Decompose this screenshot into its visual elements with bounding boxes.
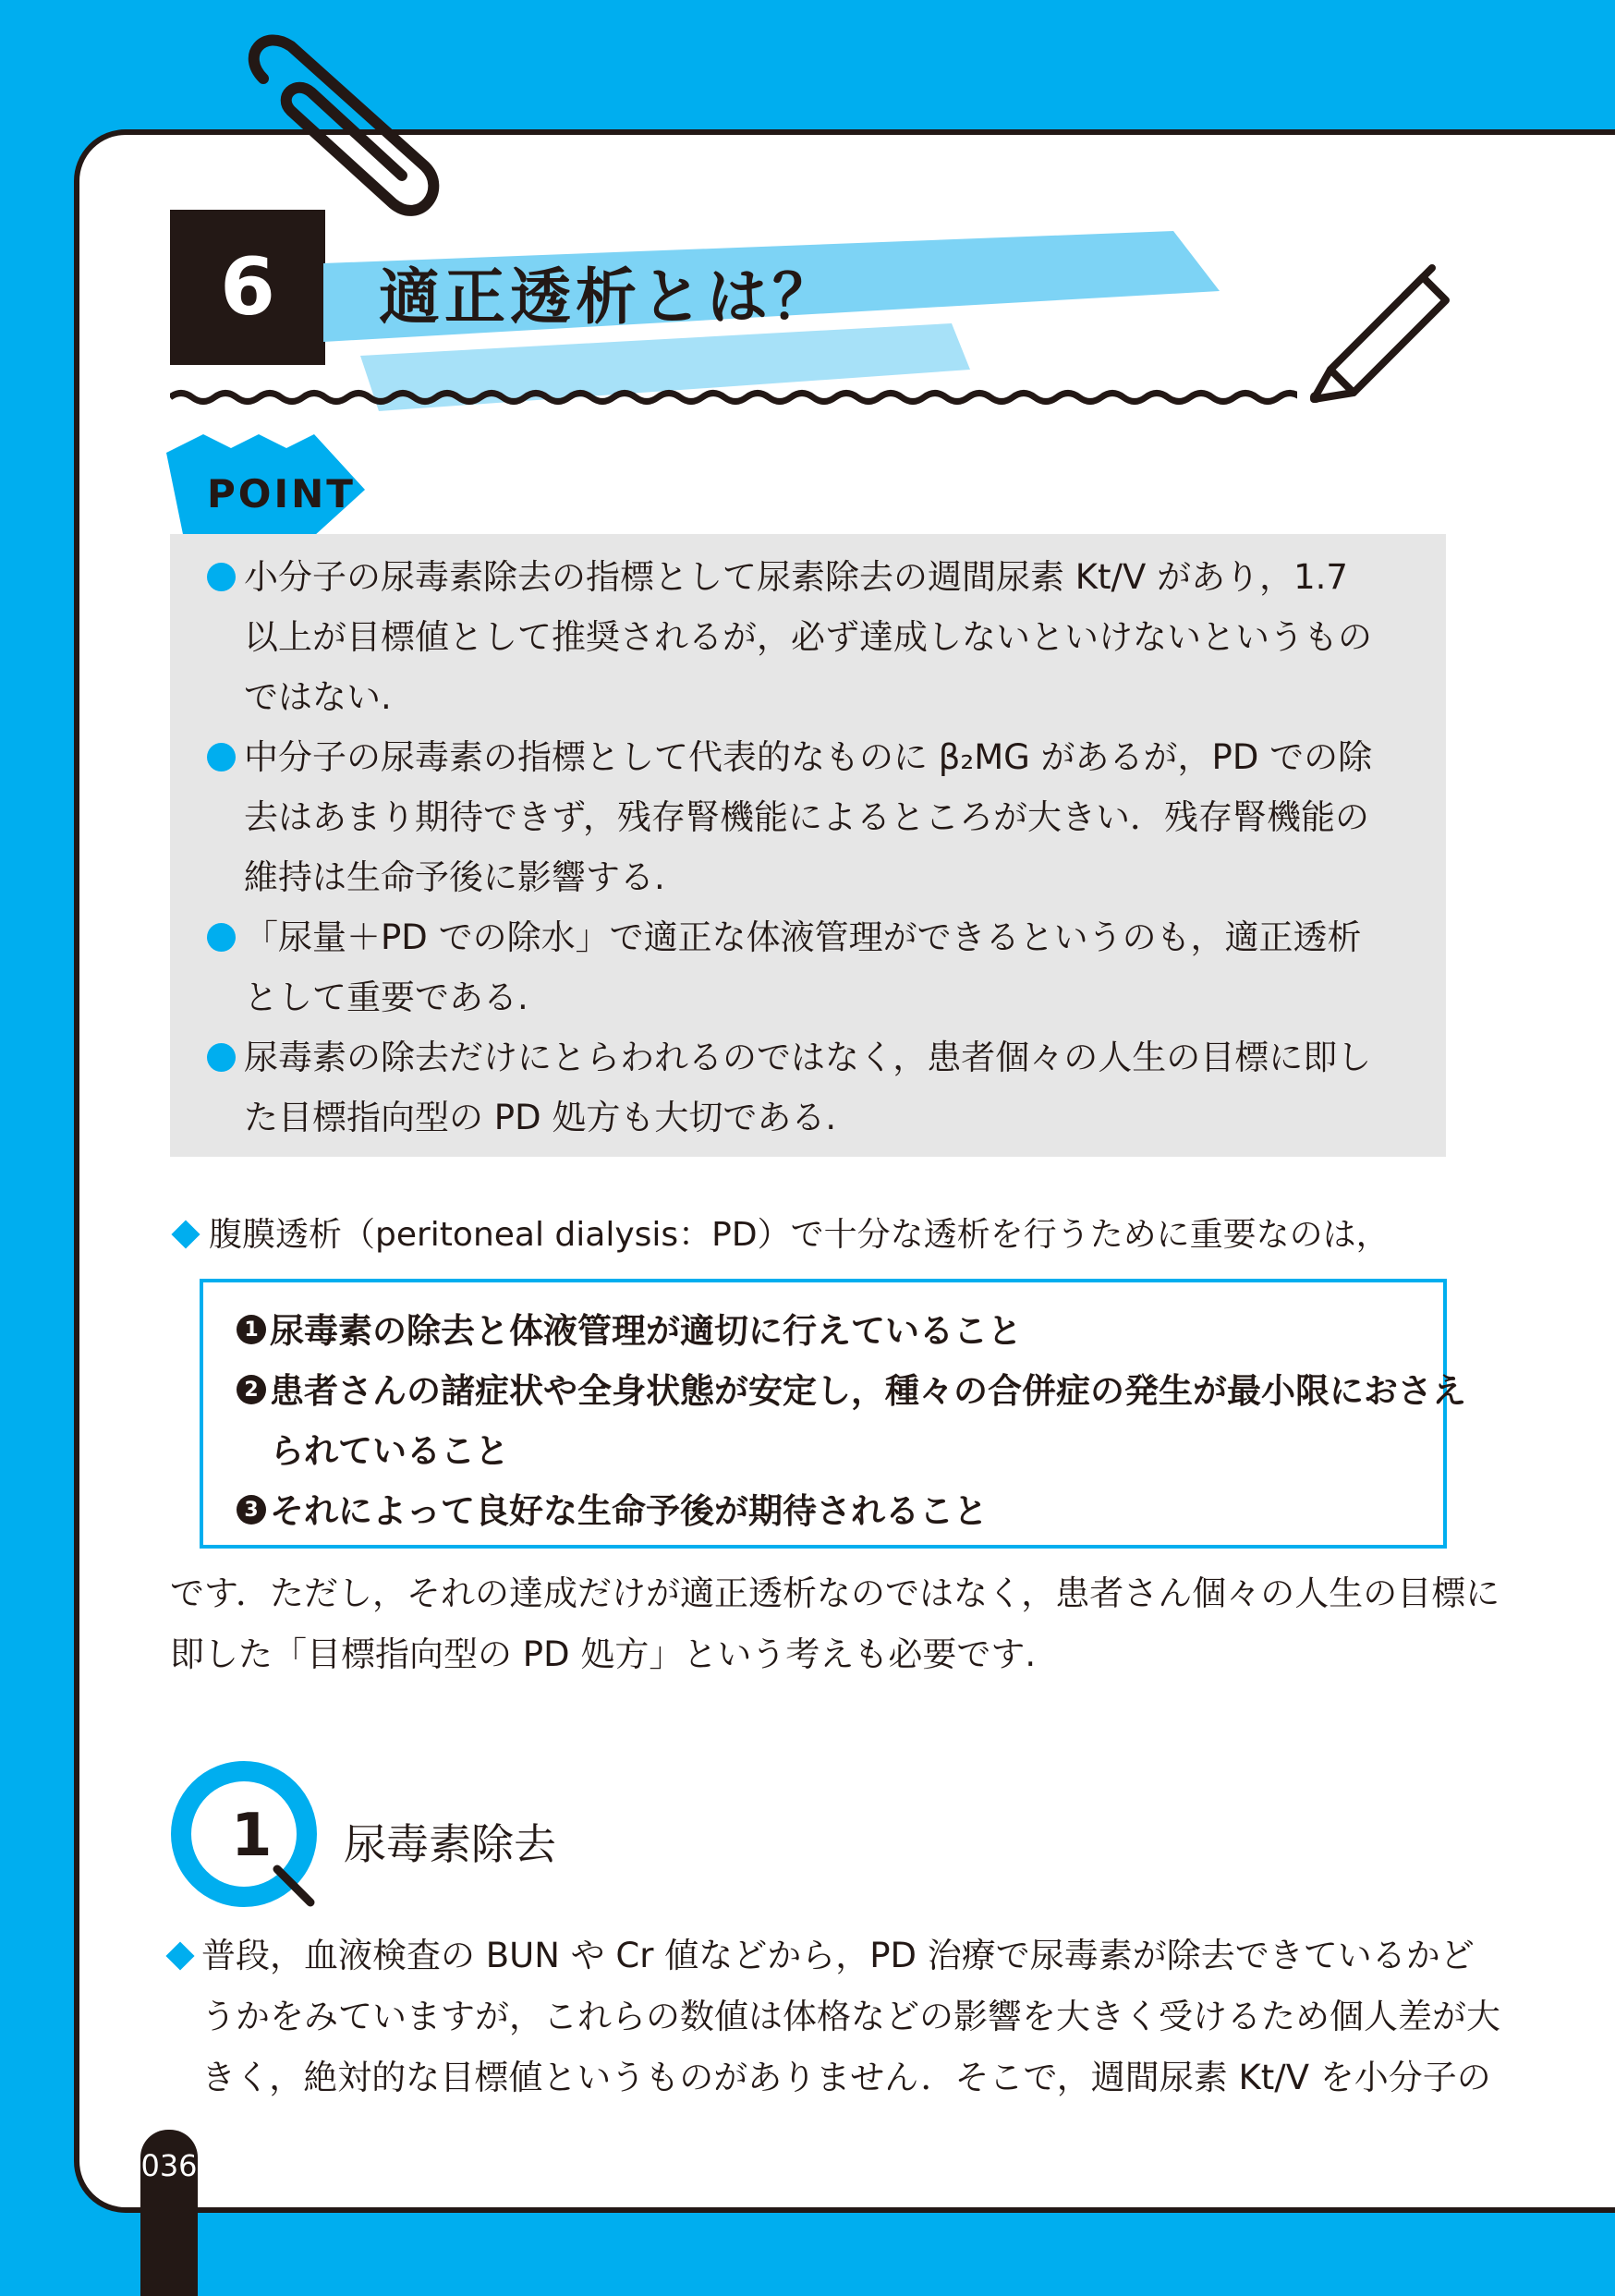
point-box: [170, 534, 1446, 1157]
section-paragraph: [170, 1925, 1500, 2108]
section-title: 尿毒素除去: [344, 1819, 556, 1869]
framed-list: [200, 1279, 1466, 1549]
after-text-line: 即した「目標指向型の PD 処方」という考えも必要です.: [170, 1634, 1037, 1674]
point-label: POINT: [207, 471, 356, 516]
framed-list-line: 患者さんの諸症状や全身状態が安定し，種々の合併症の発生が最小限におさえ: [270, 1371, 1466, 1411]
framed-list-line: られていること: [270, 1431, 509, 1471]
point-item-line: 去はあまり期待できず，残存腎機能によるところが大きい．残存腎機能の: [244, 797, 1370, 837]
intro-line: 腹膜透析（peritoneal dialysis：PD）で十分な透析を行うために重要なのは，: [170, 1208, 1390, 1263]
framed-list-line: それによって良好な生命予後が期待されること: [270, 1491, 988, 1531]
paragraph-line: [170, 1986, 1500, 2047]
circled-number: 1: [237, 1315, 266, 1344]
framed-list-line: 尿毒素の除去と体液管理が適切に行えていること: [270, 1311, 1022, 1351]
wavy-divider: [170, 379, 1297, 416]
bullet-dot-icon: [207, 1043, 236, 1072]
framed-list-item: [237, 1361, 1466, 1481]
section-number: 1: [231, 1802, 273, 1870]
point-item-line: 維持は生命予後に影響する.: [244, 857, 665, 897]
paragraph-line-text: うかをみていますが，これらの数値は体格などの影響を大きく受けるため個人差が大: [201, 1997, 1500, 2036]
circled-number: 3: [237, 1495, 266, 1525]
bullet-dot-icon: [207, 743, 236, 771]
point-item: [207, 1027, 1409, 1148]
paragraph-line: [170, 1925, 1475, 1986]
after-text: [170, 1563, 1500, 1685]
point-item-line: 以上が目標値として推奨されるが，必ず達成しないといけないというもの: [244, 617, 1372, 657]
point-item-line: 「尿量＋PD での除水」で適正な体液管理ができるというのも，適正透析: [244, 917, 1362, 957]
diamond-bullet-icon: [165, 1941, 194, 1970]
point-item: [207, 547, 1409, 727]
pen-icon: [1293, 259, 1460, 407]
paperclip-icon: [226, 28, 448, 231]
point-item-line: 中分子の尿毒素の指標として代表的なものに β₂MG があるが，PD での除: [244, 737, 1373, 777]
framed-list-item: [237, 1301, 1415, 1361]
point-item: [207, 727, 1409, 907]
diamond-bullet-icon: [171, 1220, 200, 1248]
after-text-line: です．ただし，それの達成だけが適正透析なのではなく，患者さん個々の人生の目標に: [170, 1573, 1500, 1613]
point-item-line: として重要である.: [244, 978, 528, 1017]
point-item-line: ではない.: [244, 677, 392, 717]
chapter-title: 適正透析とは？: [379, 261, 838, 333]
page-number: 036: [140, 2148, 198, 2183]
point-item-line: た目標指向型の PD 処方も大切である.: [244, 1098, 837, 1137]
paragraph-line-text: きく，絶対的な目標値というものがありません．そこで，週間尿素 Kt/V を小分子の: [201, 2058, 1491, 2097]
point-item: [207, 907, 1409, 1027]
framed-list-item: [237, 1481, 1415, 1541]
circled-number: 2: [237, 1375, 266, 1404]
bullet-dot-icon: [207, 923, 236, 952]
point-item-line: 小分子の尿毒素除去の指標として尿素除去の週間尿素 Kt/V があり，1.7: [244, 557, 1348, 597]
paragraph-line-text: 普段，血液検査の BUN や Cr 値などから，PD 治療で尿毒素が除去できているかど: [201, 1936, 1475, 1975]
chapter-number: 6: [170, 210, 325, 365]
paragraph-line: [170, 2047, 1491, 2108]
point-item-line: 尿毒素の除去だけにとらわれるのではなく，患者個々の人生の目標に即し: [244, 1038, 1372, 1077]
bullet-dot-icon: [207, 563, 236, 591]
